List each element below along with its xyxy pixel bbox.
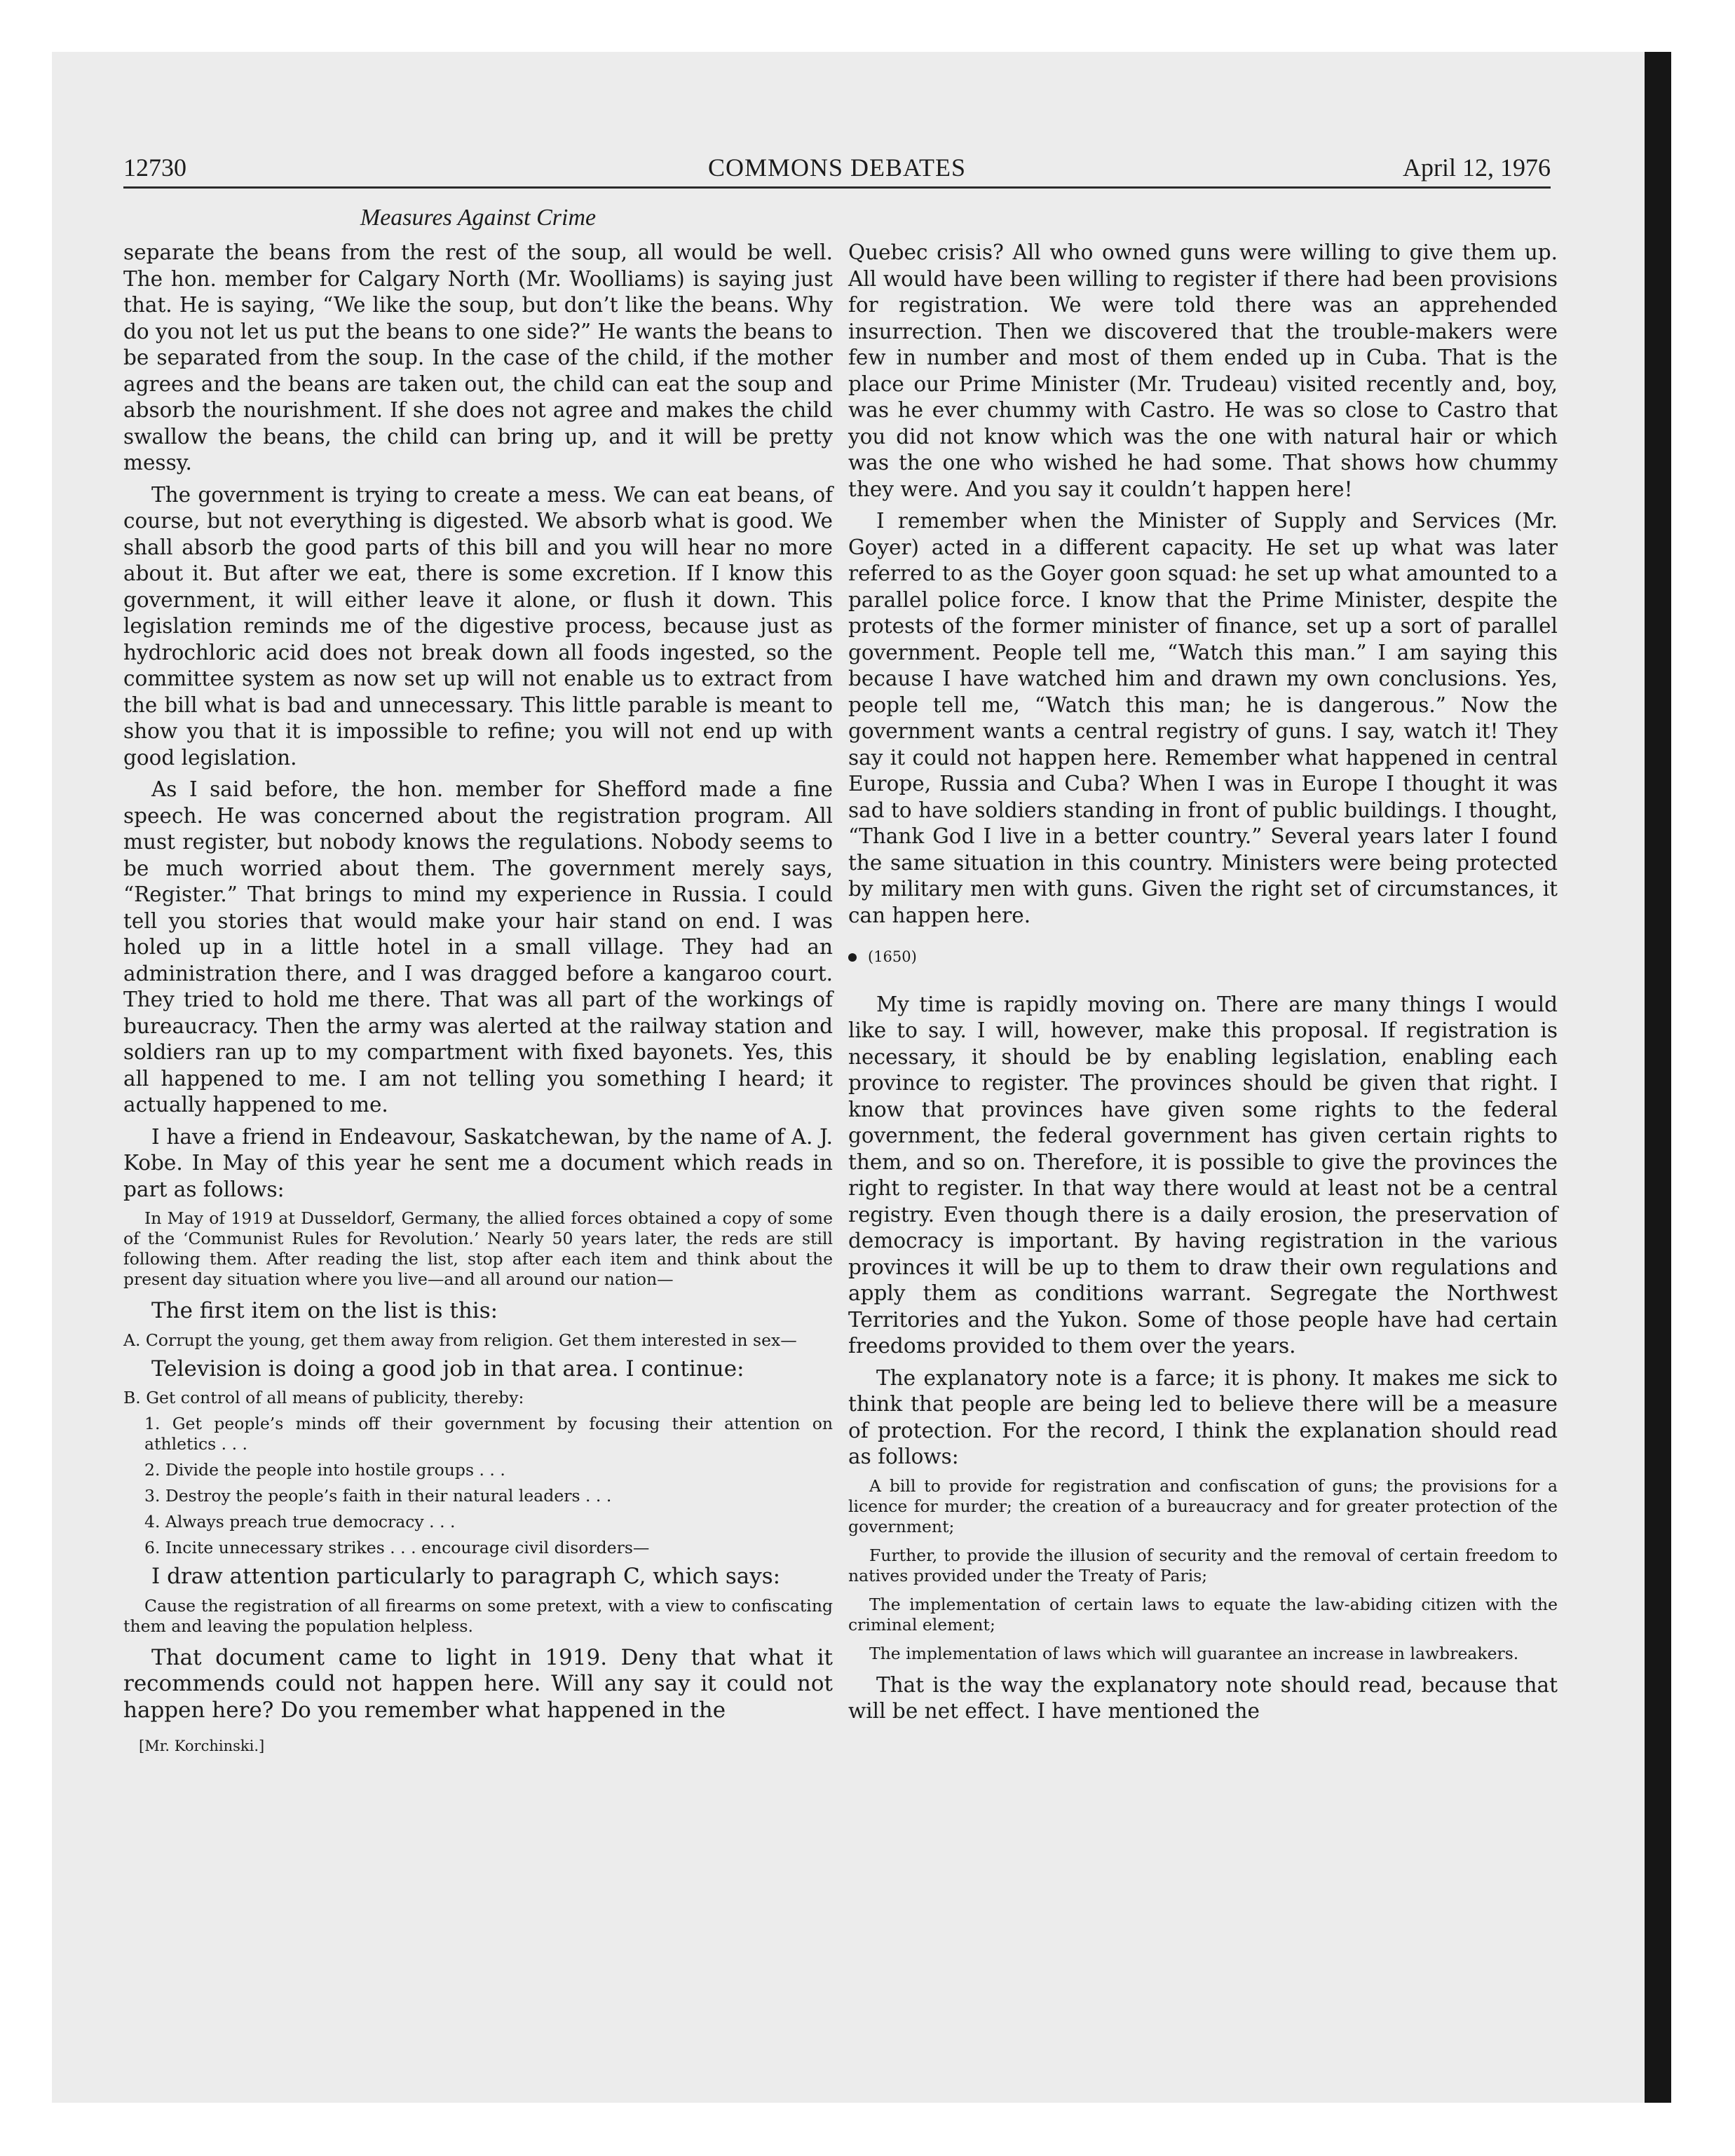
block-quote: Cause the registration of all firearms on some pretext, with a view to confiscating them and leaving the population helpless.: [123, 1595, 833, 1636]
page-number: 12730: [123, 153, 186, 182]
sub-list-item: 6. Incite unnecessary strikes . . . encourage civil disorders—: [144, 1538, 650, 1557]
block-quote: In May of 1919 at Dusseldorf, Germany, the allied forces obtained a copy of some of the ‘Communist Rules for Revolution.’ Nearly 50 years later, the reds are still following them. After reading the list, stop after each item and think about the present day situation where you live—and all around our nation—: [123, 1208, 833, 1289]
speaker-attribution: [Mr. Korchinski.]: [139, 1738, 265, 1754]
paragraph: That document came to light in 1919. Deny that what it recommends could not happen here. Will any say it could not happen here? Do you remember what happened in the: [123, 1644, 833, 1723]
paragraph: Television is doing a good job in that area. I continue:: [151, 1356, 744, 1381]
paragraph: I draw attention particularly to paragraph C, which says:: [151, 1564, 781, 1589]
paragraph: My time is rapidly moving on. There are many things I would like to say. I will, however, make this proposal. If registration is necessary, it should be by enabling legislation, enabling each province to register. The provinces should be given that right. I know that provinces have given some rights to the federal government, the federal government has given certain rights to them, and so on. Therefore, it is possible to give the provinces the right to register. In that way there would at least not be a central registry. Even though there is a daily erosion, the preservation of democracy is important. By having registration in the various provinces it will be up to them to draw their own regulations and apply them as conditions warrant. Segregate the Northwest Territories and the Yukon. Some of those people have had certain freedoms provided to them over the years.: [848, 992, 1558, 1358]
time-stamp: (1650): [868, 948, 917, 965]
block-quote: The implementation of laws which will guarantee an increase in lawbreakers.: [869, 1643, 1519, 1663]
paragraph: I have a friend in Endeavour, Saskatchewan, by the name of A. J. Kobe. In May of this year he sent me a document which reads in part as follows:: [123, 1124, 833, 1201]
paragraph: I remember when the Minister of Supply and Services (Mr. Goyer) acted in a different capacity. He set up what was later referred to as the Goyer goon squad: he set up what amounted to a parallel police force. I know that the Prime Minister, despite the protests of the former minister of finance, set up a sort of parallel government. People tell me, “Watch this man.” I am saying this because I have watched him and drawn my own conclusions. Yes, people tell me, “Watch this man; he is dangerous.” Now the government wants a central registry of guns. I say, watch it! They say it could not happen here. Remember what happened in central Europe, Russia and Cuba? When I was in Europe I thought it was sad to have soldiers standing in front of public buildings. I thought, “Thank God I live in a better country.” Several years later I found the same situation in this country. Ministers were being protected by military men with guns. Given the right set of circumstances, it can happen here.: [848, 509, 1558, 927]
time-marker: [848, 944, 1558, 971]
running-title: Measures Against Crime: [360, 205, 597, 231]
paragraph: That is the way the explanatory note should read, because that will be net effect. I have mentioned the: [848, 1672, 1558, 1723]
list-item: B. Get control of all means of publicity, thereby:: [123, 1388, 524, 1407]
block-quote: Further, to provide the illusion of security and the removal of certain freedom to natives provided under the Treaty of Paris;: [848, 1545, 1558, 1585]
paragraph: The government is trying to create a mess. We can eat beans, of course, but not everything is digested. We absorb what is good. We shall absorb the good parts of this bill and you will hear no more about it. But after we eat, there is some excretion. If I know this government, it will either leave it alone, or flush it down. This legislation reminds me of the digestive process, because just as hydrochloric acid does not break down all foods ingested, so the committee system as now set up will not enable us to extract from the bill what is bad and unnecessary. This little parable is meant to show you that it is impossible to refine; you will not end up with good legislation.: [123, 482, 833, 770]
paragraph: separate the beans from the rest of the soup, all would be well. The hon. member for Calgary North (Mr. Woolliams) is saying just that. He is saying, “We like the soup, but don’t like the beans. Why do you not let us put the beans to one side?” He wants the beans to be separated from the soup. In the case of the child, if the mother agrees and the beans are taken out, the child can eat the soup and absorb the nourishment. If she does not agree and makes the child swallow the beans, the child can bring up, and it will be pretty messy.: [123, 240, 834, 475]
sub-list-item: 3. Destroy the people’s faith in their natural leaders . . .: [144, 1486, 612, 1506]
bullet-icon: [848, 953, 857, 962]
paragraph: The first item on the list is this:: [151, 1298, 498, 1323]
paragraph: As I said before, the hon. member for Shefford made a fine speech. He was concerned about the registration program. All must register, but nobody knows the regulations. Nobody seems to be much worried about them. The government merely says, “Register.” That brings to mind my experience in Russia. I could tell you stories that would make your hair stand on end. I was holed up in a little hotel in a small village. They had an administration there, and I was dragged before a kangaroo court. They tried to hold me there. That was all part of the workings of bureaucracy. Then the army was alerted at the railway station and soldiers ran up to my compartment with fixed bayonets. Yes, this all happened to me. I am not telling you something I heard; it actually happened to me.: [123, 777, 833, 1117]
left-column: [123, 240, 833, 1760]
page-header: [123, 147, 1551, 189]
right-column: [848, 240, 1558, 1731]
publication-date: April 12, 1976: [1403, 153, 1551, 182]
sub-list-item: 4. Always preach true democracy . . .: [144, 1512, 456, 1531]
sub-list-item: 1. Get people’s minds off their government by focusing their attention on athletics . . .: [144, 1414, 833, 1454]
sub-list-item: 2. Divide the people into hostile groups . . .: [144, 1460, 505, 1480]
publication-title: COMMONS DEBATES: [707, 153, 967, 182]
list-item: A. Corrupt the young, get them away from religion. Get them interested in sex—: [123, 1330, 797, 1350]
paragraph: Quebec crisis? All who owned guns were willing to give them up. All would have been willing to register if there had been provisions for registration. We were told there was an apprehended insurrection. Then we discovered that the trouble-makers were few in number and most of them ended up in Cuba. That is the place our Prime Minister (Mr. Trudeau) visited recently and, boy, was he ever chummy with Castro. He was so close to Castro that you did not know which was the one with natural hair or which was the one who wished he had some. That shows how chummy they were. And you say it couldn’t happen here!: [848, 240, 1558, 501]
paragraph: The explanatory note is a farce; it is phony. It makes me sick to think that people are being led to believe there will be a measure of protection. For the record, I think the explanation should read as follows:: [848, 1365, 1558, 1468]
block-quote: A bill to provide for registration and confiscation of guns; the provisions for a licence for murder; the creation of a bureaucracy and for greater protection of the government;: [848, 1475, 1558, 1536]
block-quote: The implementation of certain laws to equate the law-abiding citizen with the criminal element;: [848, 1594, 1558, 1635]
scan-edge-shadow: [1645, 52, 1671, 2103]
